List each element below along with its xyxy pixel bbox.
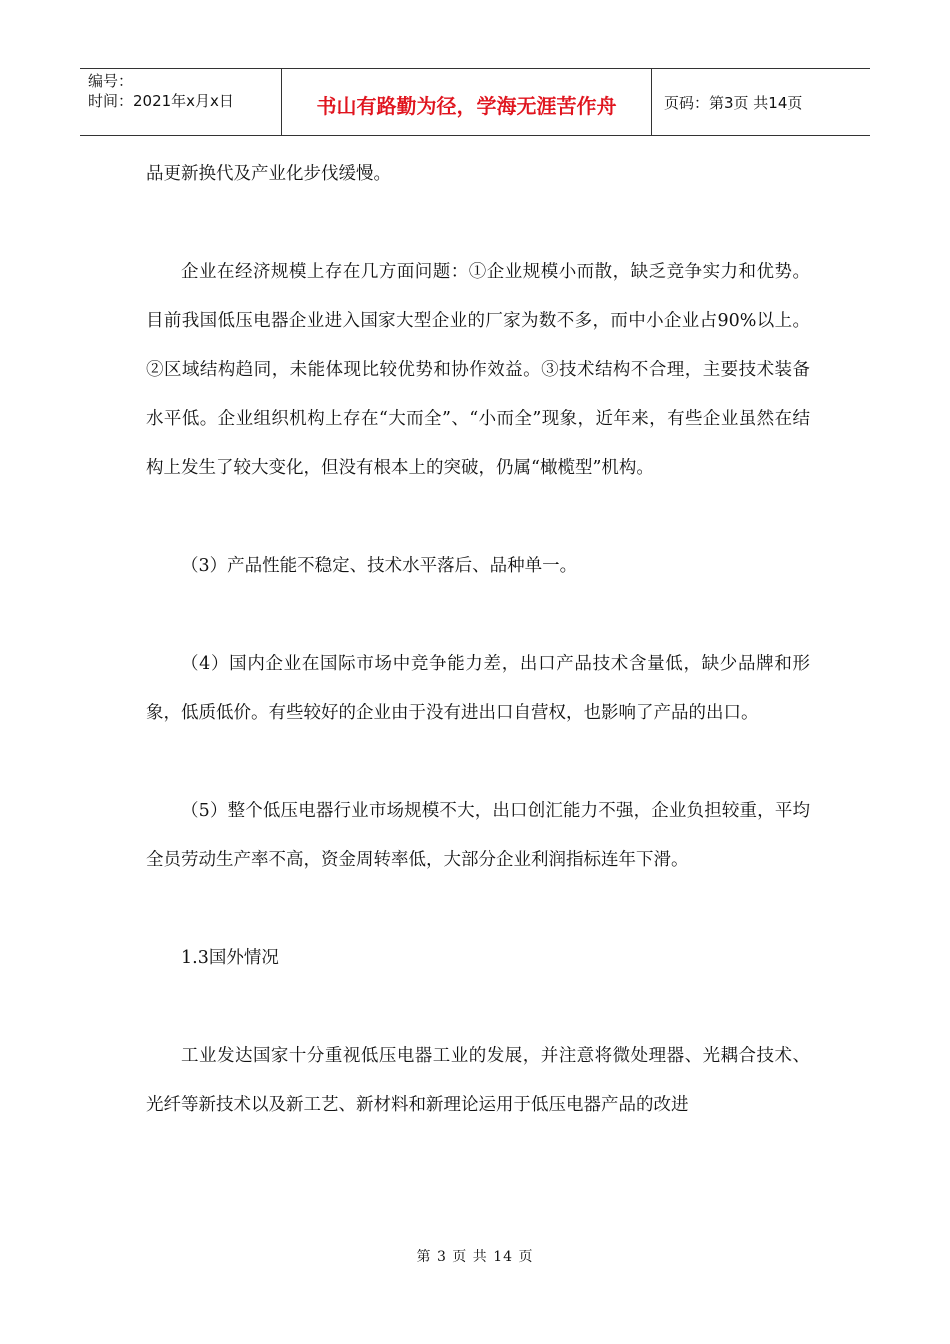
header-time-label: 时间：2021年x月x日: [88, 92, 234, 110]
paragraph-item-4: （4）国内企业在国际市场中竞争能力差，出口产品技术含量低，缺少品牌和形象，低质低价。有些较好的企业由于没有进出口自营权，也影响了产品的出口。: [146, 654, 810, 723]
paragraph-item-5: （5）整个低压电器行业市场规模不大，出口创汇能力不强，企业负担较重，平均全员劳动生产率不高，资金周转率低，大部分企业利润指标连年下滑。: [146, 801, 810, 870]
paragraph-foreign-situation: 工业发达国家十分重视低压电器工业的发展，并注意将微处理器、光耦合技术、光纤等新技术以及新工艺、新材料和新理论运用于低压电器产品的改进: [146, 1046, 810, 1115]
page-footer: 第 3 页 共 14 页: [416, 1249, 534, 1265]
section-heading-1-3: 1.3国外情况: [181, 948, 279, 968]
paragraph-item-3: （3）产品性能不稳定、技术水平落后、品种单一。: [181, 556, 578, 576]
header-page-info: 页码：第3页 共14页: [664, 93, 803, 112]
header-number-label: 编号：: [88, 72, 134, 90]
paragraph-continuation: 品更新换代及产业化步伐缓慢。: [146, 164, 391, 184]
paragraph-economic-scale: 企业在经济规模上存在几方面问题：①企业规模小而散，缺乏竞争实力和优势。目前我国低压电器企业进入国家大型企业的厂家为数不多，而中小企业占90%以上。②区域结构趋同，未能体现比较优势和协作效益。③技术结构不合理，主要技术装备水平低。企业组织机构上存在“大而全”、“小而全”现象，近年来，有些企业虽然在结构上发生了较大变化，但没有根本上的突破，仍属“橄榄型”机构。: [146, 262, 810, 478]
header-motto: 书山有路勤为径，学海无涯苦作舟: [282, 69, 652, 135]
document-body: [146, 150, 810, 1130]
page-header: [80, 68, 870, 136]
header-meta: [80, 69, 282, 135]
